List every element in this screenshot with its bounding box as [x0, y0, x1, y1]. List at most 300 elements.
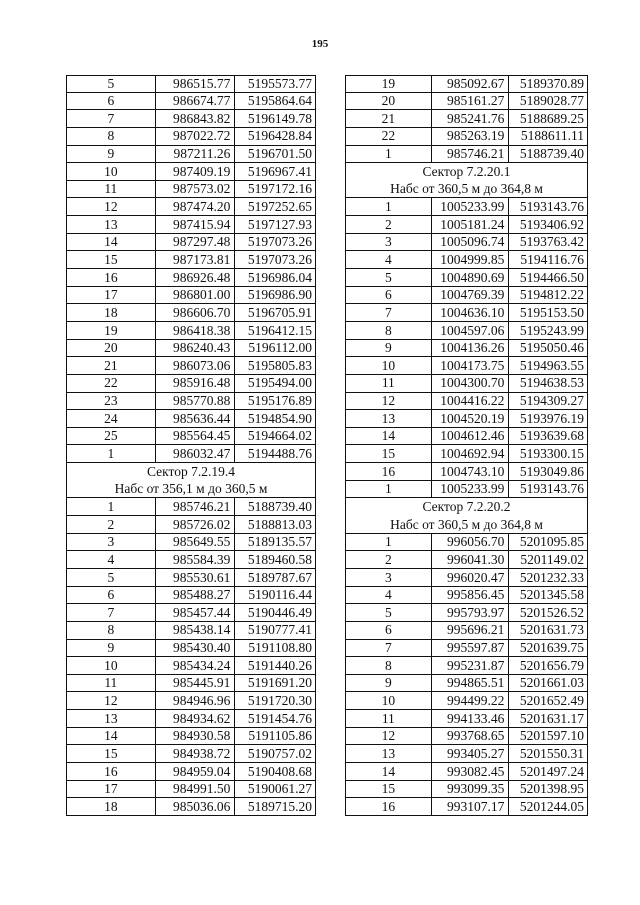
table-row [345, 146, 588, 164]
table-row [345, 534, 588, 552]
coordinate-y: 5201095.85 [519, 534, 584, 550]
coordinate-y: 5193406.92 [519, 216, 584, 232]
point-number: 24 [67, 410, 156, 427]
point-number: 5 [346, 269, 432, 286]
point-number: 25 [67, 428, 156, 445]
table-row [345, 657, 588, 675]
point-number: 22 [346, 128, 432, 145]
table-row [66, 75, 316, 93]
table-row [345, 198, 588, 216]
coordinate-y: 5193143.76 [519, 199, 584, 215]
table-row [66, 234, 316, 252]
coordinate-y: 5196986.90 [247, 287, 312, 303]
coordinate-y: 5196412.15 [247, 322, 312, 338]
coordinate-y: 5195864.64 [247, 93, 312, 109]
coordinate-y: 5196149.78 [247, 110, 312, 126]
coordinate-y: 5201639.75 [519, 640, 584, 656]
coordinate-y: 5189370.89 [519, 76, 584, 92]
coordinate-x: 984930.58 [156, 728, 236, 745]
table-row [66, 428, 316, 446]
coordinate-x: 985746.21 [432, 146, 510, 163]
coordinate-x: 987173.81 [156, 251, 236, 268]
coordinate-x: 986515.77 [156, 76, 236, 92]
table-row [66, 128, 316, 146]
table-row [66, 445, 316, 463]
table-row [345, 428, 588, 446]
coordinate-x: 985438.14 [156, 622, 236, 639]
coordinate-y: 5194488.76 [247, 446, 312, 462]
coordinate-x: 1004300.70 [432, 375, 510, 392]
table-row [345, 463, 588, 481]
point-number: 8 [346, 657, 432, 674]
coordinate-y: 5191454.76 [247, 710, 312, 726]
coordinate-y: 5193300.15 [519, 446, 584, 462]
coordinate-y: 5194664.02 [247, 428, 312, 444]
coordinate-x: 985036.06 [156, 798, 236, 815]
coordinate-x: 996041.30 [432, 551, 510, 568]
table-row [345, 445, 588, 463]
point-number: 1 [346, 198, 432, 215]
coordinate-y: 5188813.03 [247, 516, 312, 532]
sector-elevation-range: Набс от 360,5 м до 364,8 м [345, 181, 588, 199]
table-row [66, 657, 316, 675]
coordinate-y: 5195050.46 [519, 340, 584, 356]
point-number: 1 [67, 498, 156, 515]
table-row [345, 234, 588, 252]
coordinate-y: 5194309.27 [519, 393, 584, 409]
table-row [345, 357, 588, 375]
coordinate-y: 5189028.77 [519, 93, 584, 109]
coordinate-y: 5191108.80 [248, 640, 312, 656]
coordinate-y: 5195805.83 [247, 357, 312, 373]
coordinate-x: 993099.35 [432, 781, 510, 798]
point-number: 15 [346, 445, 432, 462]
coordinate-y: 5188739.40 [247, 498, 312, 514]
coordinate-y: 5201550.31 [519, 745, 584, 761]
coordinate-y: 5201656.79 [519, 657, 584, 673]
table-row [345, 622, 588, 640]
sector-title: Сектор 7.2.20.1 [345, 163, 588, 181]
sector-elevation-range: Набс от 356,1 м до 360,5 м [66, 481, 316, 499]
point-number: 13 [346, 745, 432, 762]
table-row [345, 287, 588, 305]
coordinate-x: 994499.22 [432, 692, 510, 709]
coordinate-x: 984938.72 [156, 745, 236, 762]
coordinate-x: 1005233.99 [432, 481, 510, 498]
table-row [345, 675, 588, 693]
coordinate-x: 987409.19 [156, 163, 236, 180]
coordinate-y: 5194116.76 [520, 251, 584, 267]
sector-title: Сектор 7.2.20.2 [345, 498, 588, 516]
coordinate-y: 5197073.26 [247, 234, 312, 250]
coordinate-x: 986032.47 [156, 445, 236, 462]
coordinate-y: 5197073.26 [247, 251, 312, 267]
coordinate-y: 5189135.57 [247, 534, 312, 550]
table-row [66, 146, 316, 164]
table-row [345, 710, 588, 728]
point-number: 21 [67, 357, 156, 374]
point-number: 9 [67, 640, 156, 657]
coordinate-x: 985092.67 [432, 76, 510, 92]
coordinate-y: 5191720.30 [247, 692, 312, 708]
point-number: 12 [346, 728, 432, 745]
coordinate-x: 987297.48 [156, 234, 236, 251]
coordinate-x: 984934.62 [156, 710, 236, 727]
coordinate-x: 985430.40 [156, 640, 236, 657]
table-row [66, 587, 316, 605]
table-row [66, 340, 316, 358]
table-row [66, 322, 316, 340]
coordinate-y: 5194466.50 [519, 269, 584, 285]
coordinate-x: 986073.06 [156, 357, 236, 374]
point-number: 1 [67, 445, 156, 462]
table-row [66, 410, 316, 428]
table-row [66, 622, 316, 640]
point-number: 12 [67, 198, 156, 215]
point-number: 14 [67, 728, 156, 745]
coordinate-y: 5201661.03 [519, 675, 584, 691]
point-number: 2 [67, 516, 156, 533]
coordinate-x: 1004136.26 [432, 340, 510, 357]
coordinate-x: 985161.27 [432, 93, 510, 110]
coordinate-x: 986843.82 [156, 110, 236, 127]
table-row [345, 745, 588, 763]
point-number: 10 [346, 357, 432, 374]
sector-title: Сектор 7.2.19.4 [66, 463, 316, 481]
coordinate-x: 984991.50 [156, 781, 236, 798]
point-number: 22 [67, 375, 156, 392]
coordinate-y: 5189787.67 [247, 569, 312, 585]
point-number: 6 [67, 587, 156, 604]
coordinate-y: 5201597.10 [519, 728, 584, 744]
coordinate-x: 985488.27 [156, 587, 236, 604]
table-row [66, 516, 316, 534]
table-row [345, 216, 588, 234]
coordinate-y: 5189715.20 [247, 798, 312, 814]
coordinate-y: 5201631.17 [519, 710, 584, 726]
coordinate-x: 1004416.22 [432, 393, 510, 410]
point-number: 5 [67, 76, 156, 92]
table-row [66, 745, 316, 763]
table-row [66, 216, 316, 234]
coordinate-x: 987415.94 [156, 216, 236, 233]
coordinate-x: 995793.97 [432, 604, 510, 621]
point-number: 7 [346, 640, 432, 657]
table-row [66, 357, 316, 375]
table-row [66, 393, 316, 411]
point-number: 20 [67, 340, 156, 357]
table-row [345, 93, 588, 111]
coordinate-y: 5201631.73 [519, 622, 584, 638]
point-number: 16 [67, 763, 156, 780]
point-number: 2 [346, 551, 432, 568]
point-number: 10 [67, 657, 156, 674]
coordinate-y: 5190408.68 [247, 763, 312, 779]
coordinate-y: 5196986.04 [247, 269, 312, 285]
coordinate-y: 5195153.50 [519, 304, 584, 320]
table-row [345, 110, 588, 128]
sector-elevation-range: Набс от 360,5 м до 364,8 м [345, 516, 588, 534]
point-number: 14 [346, 428, 432, 445]
coordinate-y: 5196701.50 [247, 146, 312, 162]
point-number: 9 [346, 340, 432, 357]
table-row [345, 640, 588, 658]
table-row [66, 498, 316, 516]
coordinate-x: 985746.21 [156, 498, 236, 515]
page-number: 195 [311, 38, 329, 50]
coordinate-y: 5189460.58 [247, 551, 312, 567]
point-number: 23 [67, 393, 156, 410]
coordinate-y: 5201398.95 [519, 781, 584, 797]
point-number: 8 [67, 128, 156, 145]
point-number: 20 [346, 93, 432, 110]
coordinate-y: 5190777.41 [247, 622, 312, 638]
point-number: 3 [346, 234, 432, 251]
coordinate-y: 5193639.68 [519, 428, 584, 444]
point-number: 17 [67, 287, 156, 304]
point-number: 11 [67, 181, 156, 198]
coordinate-x: 985241.76 [432, 110, 510, 127]
coordinate-y: 5193049.86 [519, 463, 584, 479]
table-row [345, 340, 588, 358]
coordinate-x: 995231.87 [432, 657, 510, 674]
table-row [66, 269, 316, 287]
table-row [345, 781, 588, 799]
point-number: 1 [346, 146, 432, 163]
point-number: 8 [346, 322, 432, 339]
point-number: 6 [67, 93, 156, 110]
point-number: 14 [346, 763, 432, 780]
coordinate-x: 1004597.06 [432, 322, 510, 339]
coordinate-y: 5195573.77 [247, 76, 312, 92]
table-row [345, 569, 588, 587]
coordinate-x: 984946.96 [156, 692, 236, 709]
point-number: 5 [346, 604, 432, 621]
coordinate-x: 993768.65 [432, 728, 510, 745]
coordinate-x: 1005181.24 [432, 216, 510, 233]
coordinate-x: 985434.24 [156, 657, 236, 674]
point-number: 5 [67, 569, 156, 586]
table-row [66, 640, 316, 658]
coordinate-x: 994133.46 [432, 710, 510, 727]
coordinate-y: 5190116.44 [248, 587, 312, 603]
point-number: 13 [67, 710, 156, 727]
point-number: 7 [67, 110, 156, 127]
coordinate-y: 5193143.76 [519, 481, 584, 497]
table-row [66, 110, 316, 128]
point-number: 4 [67, 551, 156, 568]
point-number: 13 [346, 410, 432, 427]
coordinate-y: 5195494.00 [247, 375, 312, 391]
coordinate-x: 1004999.85 [432, 251, 510, 268]
coordinate-y: 5195243.99 [519, 322, 584, 338]
point-number: 9 [346, 675, 432, 692]
point-number: 19 [67, 322, 156, 339]
coordinate-y: 5201232.33 [519, 569, 584, 585]
table-row [345, 251, 588, 269]
coordinate-x: 985916.48 [156, 375, 236, 392]
table-row [345, 269, 588, 287]
point-number: 10 [346, 692, 432, 709]
coordinate-x: 1004769.39 [432, 287, 510, 304]
table-row [345, 322, 588, 340]
point-number: 16 [346, 463, 432, 480]
coordinate-x: 986606.70 [156, 304, 236, 321]
coordinate-y: 5188739.40 [519, 146, 584, 162]
coordinate-y: 5197172.16 [247, 181, 312, 197]
coordinate-y: 5188689.25 [519, 110, 584, 126]
coordinate-y: 5197127.93 [247, 216, 312, 232]
point-number: 15 [67, 745, 156, 762]
coordinate-y: 5195176.89 [247, 393, 312, 409]
coordinate-y: 5196112.00 [248, 340, 312, 356]
table-row [345, 604, 588, 622]
coordinate-x: 995696.21 [432, 622, 510, 639]
point-number: 19 [346, 76, 432, 92]
table-row [66, 93, 316, 111]
table-row [345, 393, 588, 411]
coordinate-x: 985726.02 [156, 516, 236, 533]
coordinate-y: 5191440.26 [247, 657, 312, 673]
table-row [66, 763, 316, 781]
point-number: 12 [67, 692, 156, 709]
coordinate-x: 1004692.94 [432, 445, 510, 462]
coordinate-x: 1004636.10 [432, 304, 510, 321]
coordinate-x: 986674.77 [156, 93, 236, 110]
table-row [66, 710, 316, 728]
coordinate-y: 5196705.91 [247, 304, 312, 320]
coordinate-x: 1005096.74 [432, 234, 510, 251]
point-number: 11 [67, 675, 156, 692]
table-row [345, 410, 588, 428]
coordinate-x: 993082.45 [432, 763, 510, 780]
coordinate-y: 5201345.58 [519, 587, 584, 603]
coordinate-x: 1004890.69 [432, 269, 510, 286]
coordinate-x: 985770.88 [156, 393, 236, 410]
coordinate-y: 5197252.65 [247, 199, 312, 215]
coordinate-y: 5191105.86 [248, 728, 312, 744]
coordinate-y: 5190757.02 [247, 745, 312, 761]
table-row [66, 675, 316, 693]
table-row [66, 569, 316, 587]
table-row [345, 128, 588, 146]
table-row [66, 692, 316, 710]
coordinate-y: 5190446.49 [247, 604, 312, 620]
point-number: 4 [346, 587, 432, 604]
coordinate-x: 985584.39 [156, 551, 236, 568]
table-row [345, 481, 588, 499]
coordinate-x: 994865.51 [432, 675, 510, 692]
point-number: 15 [346, 781, 432, 798]
table-row [66, 604, 316, 622]
point-number: 7 [346, 304, 432, 321]
table-row [66, 163, 316, 181]
table-row [66, 728, 316, 746]
coordinate-x: 984959.04 [156, 763, 236, 780]
point-number: 1 [346, 534, 432, 551]
table-row [66, 798, 316, 816]
coordinate-x: 1004612.46 [432, 428, 510, 445]
coordinate-y: 5194854.90 [247, 410, 312, 426]
coordinate-y: 5191691.20 [247, 675, 312, 691]
coordinate-x: 996056.70 [432, 534, 510, 551]
table-row [66, 251, 316, 269]
coordinate-x: 986418.38 [156, 322, 236, 339]
point-number: 2 [346, 216, 432, 233]
table-row [66, 375, 316, 393]
coordinate-y: 5194638.53 [519, 375, 584, 391]
table-row [345, 304, 588, 322]
table-row [345, 692, 588, 710]
coordinate-x: 985263.19 [432, 128, 510, 145]
coordinate-x: 1004743.10 [432, 463, 510, 480]
coordinate-y: 5194963.55 [519, 357, 584, 373]
point-number: 15 [67, 251, 156, 268]
table-row [66, 287, 316, 305]
table-row [345, 551, 588, 569]
coordinate-x: 985649.55 [156, 534, 236, 551]
coordinate-x: 1004173.75 [432, 357, 510, 374]
coordinate-y: 5194812.22 [519, 287, 584, 303]
coordinate-y: 5201526.52 [519, 604, 584, 620]
point-number: 7 [67, 604, 156, 621]
coordinate-y: 5188611.11 [520, 128, 584, 144]
point-number: 6 [346, 622, 432, 639]
table-row [66, 198, 316, 216]
point-number: 4 [346, 251, 432, 268]
coordinate-y: 5201652.49 [519, 692, 584, 708]
point-number: 11 [346, 710, 432, 727]
point-number: 1 [346, 481, 432, 498]
table-row [345, 798, 588, 816]
coordinate-x: 993107.17 [432, 798, 510, 815]
coordinate-x: 993405.27 [432, 745, 510, 762]
coordinate-y: 5196428.84 [247, 128, 312, 144]
coordinate-x: 987022.72 [156, 128, 236, 145]
coordinate-x: 986801.00 [156, 287, 236, 304]
point-number: 11 [346, 375, 432, 392]
coordinate-y: 5196967.41 [247, 163, 312, 179]
table-row [345, 587, 588, 605]
coordinate-x: 985530.61 [156, 569, 236, 586]
point-number: 6 [346, 287, 432, 304]
table-row [66, 304, 316, 322]
point-number: 10 [67, 163, 156, 180]
point-number: 18 [67, 304, 156, 321]
coordinate-x: 1004520.19 [432, 410, 510, 427]
coordinate-x: 987474.20 [156, 198, 236, 215]
coordinate-x: 987211.26 [156, 146, 236, 163]
point-number: 21 [346, 110, 432, 127]
table-row [345, 75, 588, 93]
point-number: 17 [67, 781, 156, 798]
coordinate-y: 5193763.42 [519, 234, 584, 250]
point-number: 9 [67, 146, 156, 163]
point-number: 8 [67, 622, 156, 639]
point-number: 12 [346, 393, 432, 410]
point-number: 3 [67, 534, 156, 551]
coordinate-x: 995597.87 [432, 640, 510, 657]
coordinate-x: 996020.47 [432, 569, 510, 586]
table-row [66, 534, 316, 552]
coordinates-table-left [66, 75, 316, 816]
coordinate-x: 985445.91 [156, 675, 236, 692]
coordinate-x: 1005233.99 [432, 198, 510, 215]
coordinates-table-right [345, 75, 588, 816]
table-row [345, 728, 588, 746]
coordinate-x: 987573.02 [156, 181, 236, 198]
coordinate-x: 985457.44 [156, 604, 236, 621]
